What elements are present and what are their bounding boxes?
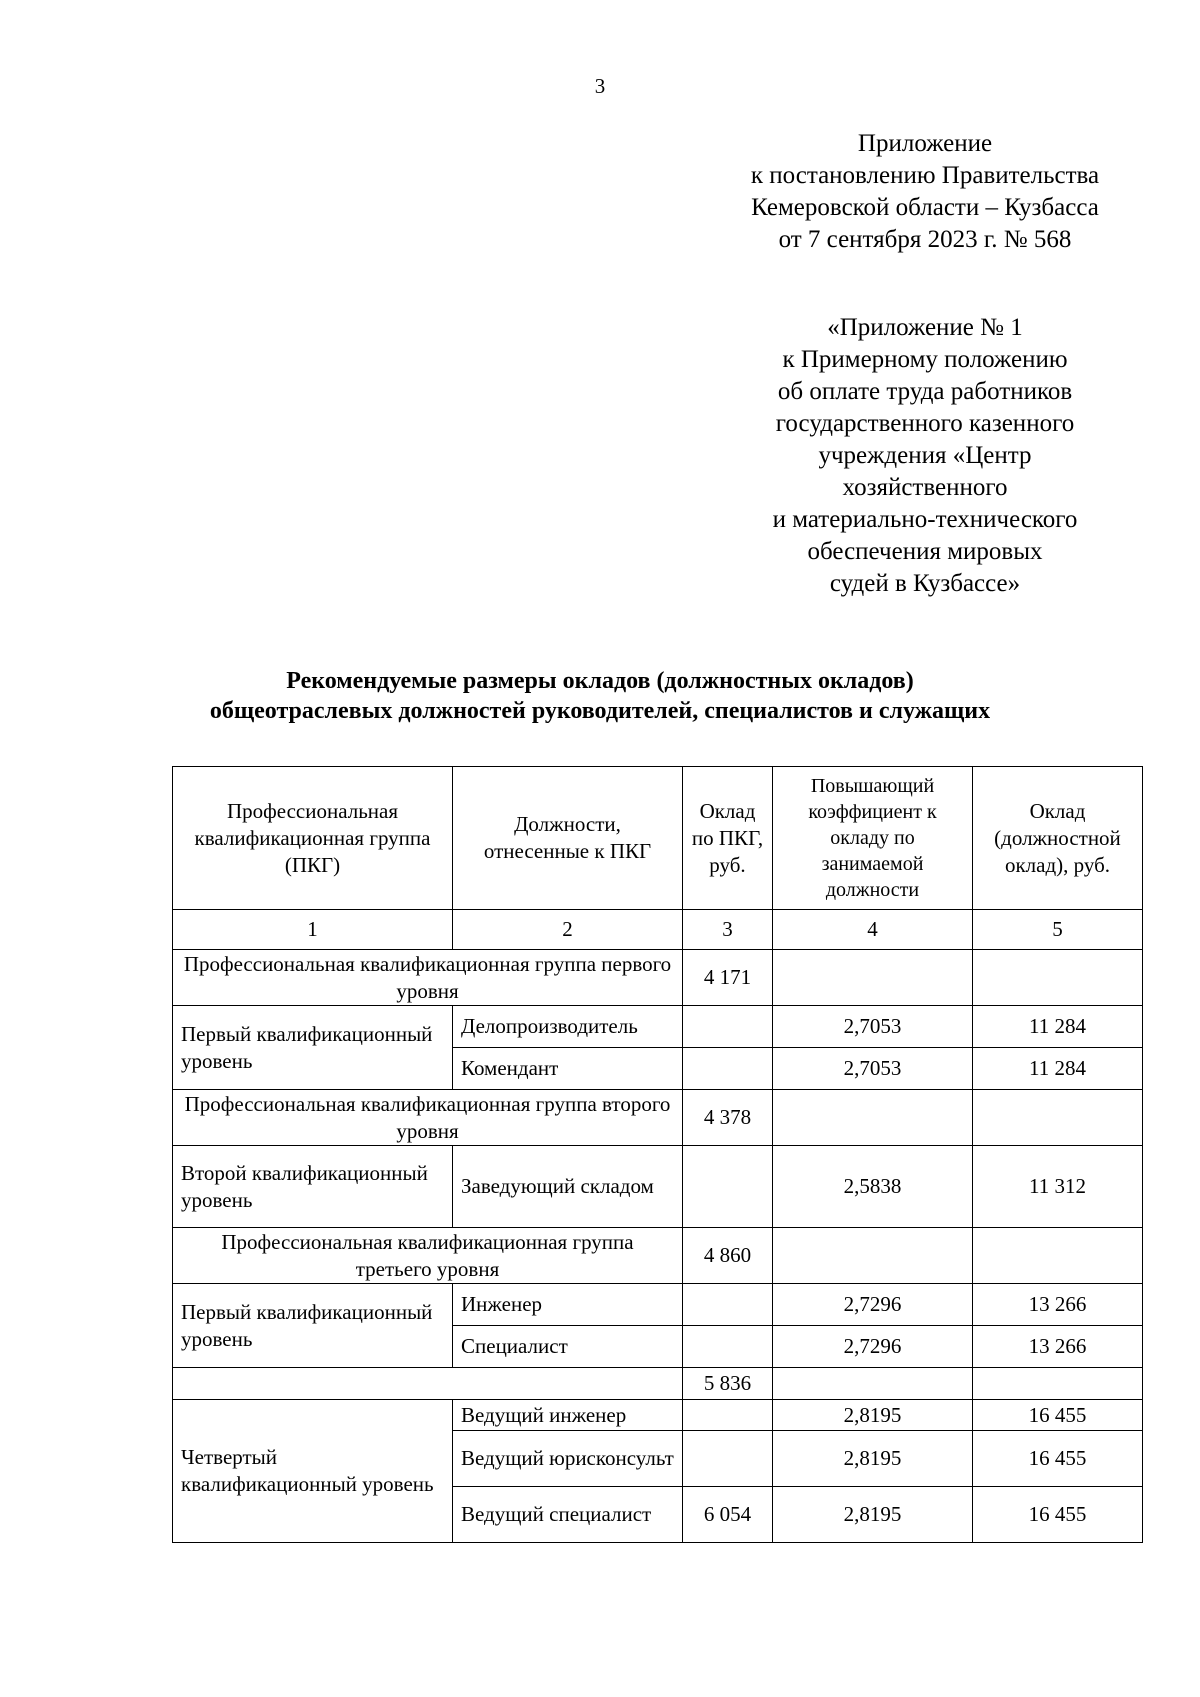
salary-table	[172, 766, 1143, 1543]
group-name: Профессиональная квалификационная группа третьего уровня	[173, 1228, 683, 1284]
group-row	[173, 950, 1143, 1006]
empty-cell	[773, 1228, 973, 1284]
header-cell: Профессиональная квалификационная группа (ПКГ)	[173, 767, 453, 910]
empty-cell	[683, 1431, 773, 1487]
qualification-level: Первый квалификационный уровень	[173, 1006, 453, 1090]
header-cell: Оклад по ПКГ, руб.	[683, 767, 773, 910]
position-name: Инженер	[453, 1284, 683, 1326]
appendix-line: к Примерному положению	[782, 346, 1068, 373]
document-title	[0, 666, 1200, 726]
qualification-level: Первый квалификационный уровень	[173, 1284, 453, 1368]
column-number: 1	[173, 910, 453, 950]
page-number: 3	[594, 74, 606, 98]
position-name: Специалист	[453, 1326, 683, 1368]
position-name: Заведующий складом	[453, 1146, 683, 1228]
appendix-line: государственного казенного	[775, 410, 1075, 437]
coefficient: 2,5838	[773, 1146, 973, 1228]
coefficient: 2,7053	[773, 1006, 973, 1048]
group-name: Профессиональная квалификационная группа второго уровня	[173, 1090, 683, 1146]
table-row	[173, 1006, 1143, 1048]
appendix-line: учреждения «Центр	[818, 442, 1032, 469]
appendix-subheader	[700, 312, 1150, 600]
empty-cell	[173, 1368, 683, 1400]
coefficient: 2,8195	[773, 1487, 973, 1543]
group-salary: 4 378	[683, 1090, 773, 1146]
coefficient: 2,8195	[773, 1400, 973, 1431]
table-row	[173, 1146, 1143, 1228]
appendix-line: и материально-технического	[772, 506, 1078, 533]
empty-cell	[683, 1146, 773, 1228]
appendix-line: Кемеровской области – Кузбасса	[751, 194, 1099, 221]
position-salary: 13 266	[973, 1284, 1143, 1326]
appendix-line: хозяйственного	[842, 474, 1008, 501]
table-row	[173, 1284, 1143, 1326]
empty-cell	[773, 1090, 973, 1146]
column-number: 2	[453, 910, 683, 950]
empty-cell	[683, 1400, 773, 1431]
position-salary: 11 284	[973, 1048, 1143, 1090]
column-number: 4	[773, 910, 973, 950]
group-salary: 5 836	[683, 1368, 773, 1400]
position-name: Ведущий юрисконсульт	[453, 1431, 683, 1487]
group-salary: 4 860	[683, 1228, 773, 1284]
empty-cell	[973, 950, 1143, 1006]
header-cell: Повышающий коэффициент к окладу по занимаемой должности	[773, 767, 973, 910]
empty-cell	[683, 1326, 773, 1368]
title-line-1: Рекомендуемые размеры окладов (должностных окладов)	[286, 668, 914, 694]
position-salary: 11 312	[973, 1146, 1143, 1228]
appendix-line: от 7 сентября 2023 г. № 568	[778, 226, 1072, 253]
qualification-level: Второй квалификационный уровень	[173, 1146, 453, 1228]
group-name: Профессиональная квалификационная группа первого уровня	[173, 950, 683, 1006]
empty-cell	[683, 1048, 773, 1090]
title-line-2: общеотраслевых должностей руководителей, специалистов и служащих	[209, 698, 991, 724]
appendix-line: Приложение	[857, 130, 993, 157]
empty-cell	[773, 950, 973, 1006]
column-number-row	[173, 910, 1143, 950]
position-name: Ведущий специалист	[453, 1487, 683, 1543]
appendix-line: обеспечения мировых	[807, 538, 1043, 565]
group-row	[173, 1228, 1143, 1284]
group-row	[173, 1368, 1143, 1400]
empty-cell	[683, 1006, 773, 1048]
column-number: 5	[973, 910, 1143, 950]
position-salary: 11 284	[973, 1006, 1143, 1048]
empty-cell	[973, 1368, 1143, 1400]
coefficient: 2,8195	[773, 1431, 973, 1487]
position-salary: 16 455	[973, 1431, 1143, 1487]
position-salary: 16 455	[973, 1400, 1143, 1431]
appendix-line: к постановлению Правительства	[750, 162, 1100, 189]
group-salary: 4 171	[683, 950, 773, 1006]
header-cell: Должности, отнесенные к ПКГ	[453, 767, 683, 910]
column-number: 3	[683, 910, 773, 950]
empty-cell	[683, 1284, 773, 1326]
table-header-row	[173, 767, 1143, 910]
header-cell: Оклад (должностной оклад), руб.	[973, 767, 1143, 910]
qualification-level: Четвертый квалификационный уровень	[173, 1400, 453, 1543]
appendix-line: об оплате труда работников	[777, 378, 1073, 405]
appendix-header	[700, 128, 1150, 256]
position-salary: 13 266	[973, 1326, 1143, 1368]
appendix-line: судей в Кузбассе»	[829, 570, 1021, 597]
empty-cell	[973, 1228, 1143, 1284]
position-name: Комендант	[453, 1048, 683, 1090]
position-name: Делопроизводитель	[453, 1006, 683, 1048]
group-row	[173, 1090, 1143, 1146]
appendix-line: «Приложение № 1	[827, 314, 1023, 341]
position-salary: 16 455	[973, 1487, 1143, 1543]
position-name: Ведущий инженер	[453, 1400, 683, 1431]
group-salary: 6 054	[683, 1487, 773, 1543]
coefficient: 2,7296	[773, 1326, 973, 1368]
coefficient: 2,7053	[773, 1048, 973, 1090]
coefficient: 2,7296	[773, 1284, 973, 1326]
table-row	[173, 1400, 1143, 1431]
empty-cell	[773, 1368, 973, 1400]
empty-cell	[973, 1090, 1143, 1146]
